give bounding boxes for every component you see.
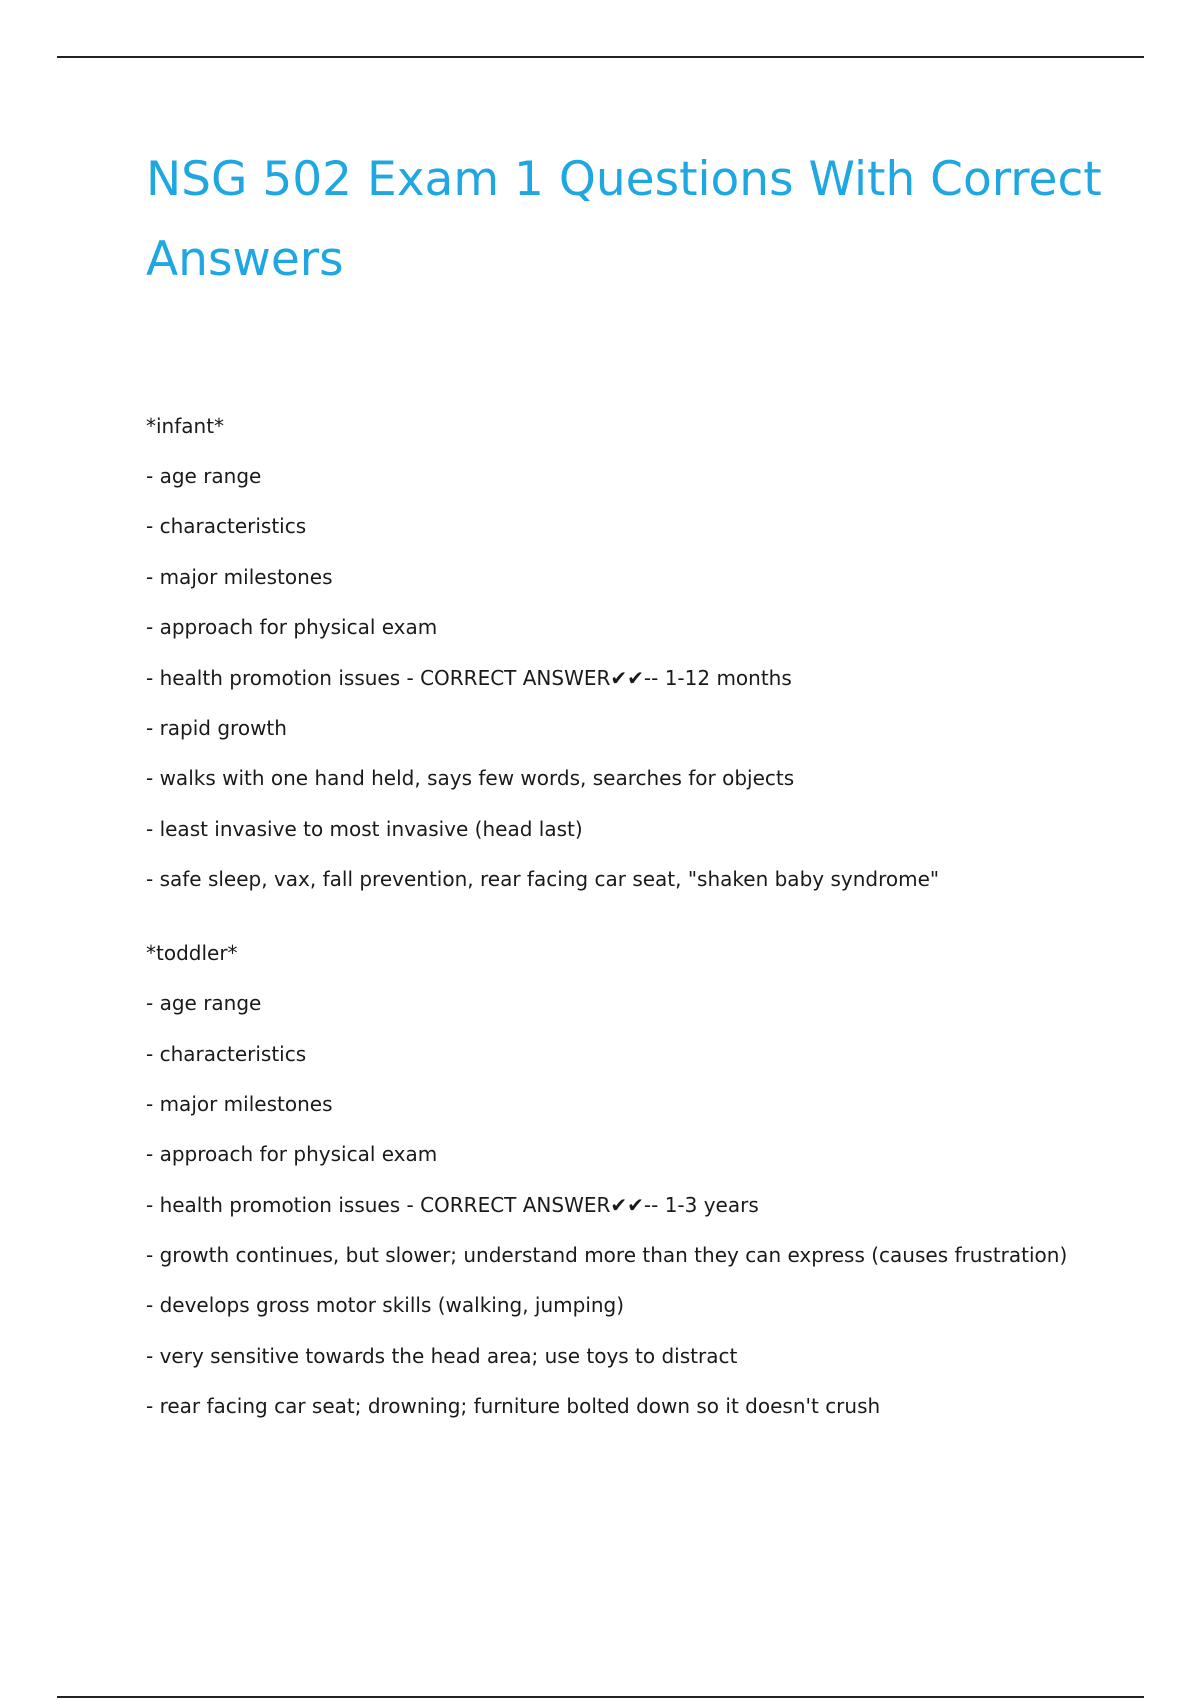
list-item: - characteristics (146, 514, 307, 539)
document-page (146, 140, 1106, 1467)
list-item: - health promotion issues - CORRECT ANSWER✔✔-- 1-12 months (146, 665, 792, 690)
section-heading: *infant* (146, 414, 225, 438)
list-item: - rear facing car seat; drowning; furniture bolted down so it doesn't crush (146, 1394, 881, 1419)
document-title: NSG 502 Exam 1 Questions With Correct Answers (146, 152, 1102, 287)
list-item: - very sensitive towards the head area; use toys to distract (146, 1343, 738, 1368)
list-item: - age range (146, 464, 262, 488)
list-item: - approach for physical exam (146, 1142, 438, 1167)
section-toddler (146, 940, 1106, 1419)
list-item: - characteristics (146, 1041, 307, 1066)
list-item: - health promotion issues - CORRECT ANSWER✔✔-- 1-3 years (146, 1192, 759, 1217)
section-infant (146, 413, 1106, 892)
list-item: - least invasive to most invasive (head last) (146, 816, 583, 841)
list-item: - rapid growth (146, 715, 287, 740)
section-heading: *toddler* (146, 941, 238, 966)
list-item: - approach for physical exam (146, 615, 438, 640)
header-rule (57, 56, 1144, 58)
list-item: - growth continues, but slower; understand more than they can express (causes frustration) (146, 1243, 1068, 1268)
list-item: - major milestones (146, 564, 333, 589)
document-body (146, 413, 1106, 1419)
list-item: - walks with one hand held, says few words, searches for objects (146, 766, 795, 791)
list-item: - major milestones (146, 1091, 333, 1116)
footer-rule (57, 1696, 1144, 1698)
list-item: - develops gross motor skills (walking, jumping) (146, 1293, 625, 1318)
list-item: - safe sleep, vax, fall prevention, rear facing car seat, "shaken baby syndrome" (146, 867, 940, 892)
list-item: - age range (146, 991, 262, 1016)
